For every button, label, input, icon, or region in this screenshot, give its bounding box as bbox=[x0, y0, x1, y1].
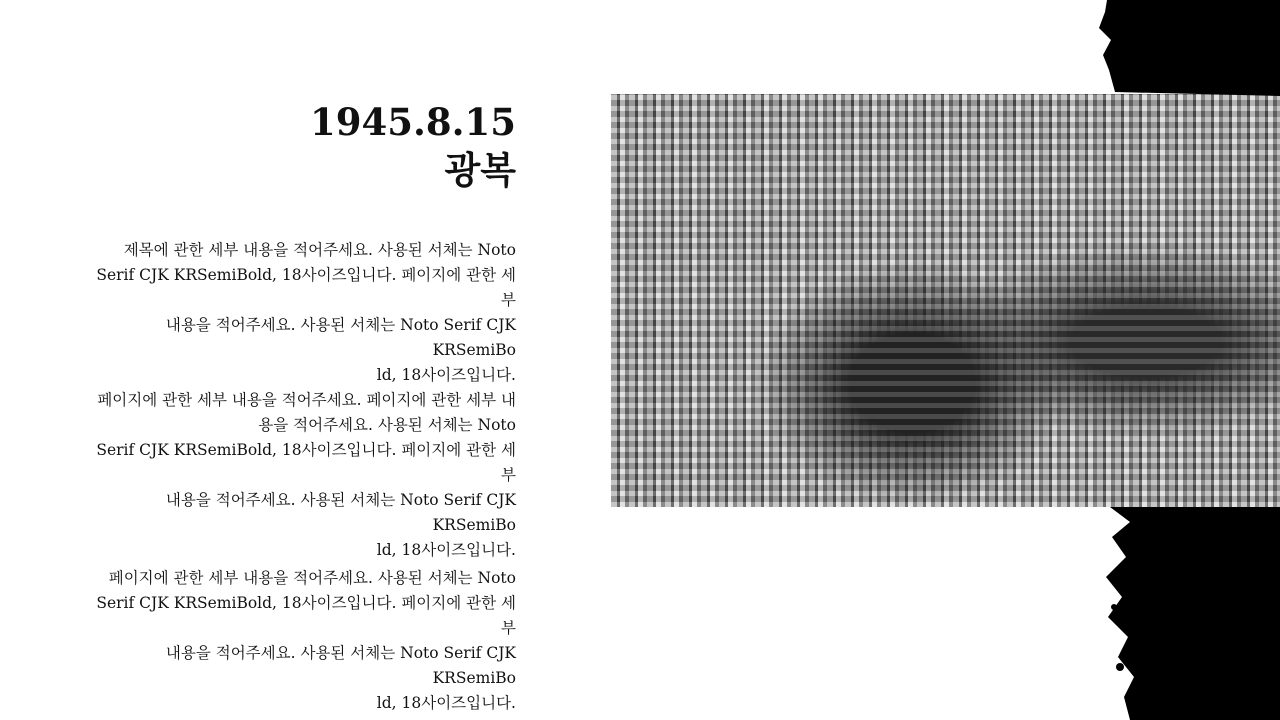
text-line: 내용을 적어주세요. 사용된 서체는 Noto Serif CJK bbox=[165, 316, 516, 334]
text-line: ld, 18사이즈입니다. bbox=[376, 694, 516, 712]
text-line: KRSemiBo bbox=[432, 341, 516, 359]
title-date: 1945.8.15 bbox=[310, 100, 516, 144]
text-line: 페이지에 관한 세부 내용을 적어주세요. 페이지에 관한 세부 내 bbox=[97, 391, 516, 409]
body-text-box-1 bbox=[96, 238, 516, 563]
title-subject: 광복 bbox=[444, 148, 516, 192]
text-line: KRSemiBo bbox=[432, 669, 516, 687]
text-line: ld, 18사이즈입니다. bbox=[376, 366, 516, 384]
text-line: Serif CJK KRSemiBold, 18사이즈입니다. 페이지에 관한 세 bbox=[96, 266, 516, 284]
text-line: 내용을 적어주세요. 사용된 서체는 Noto Serif CJK bbox=[165, 491, 516, 509]
text-line: 용을 적어주세요. 사용된 서체는 Noto bbox=[258, 416, 516, 434]
brush-stroke-bottom bbox=[1100, 507, 1280, 720]
text-line: 내용을 적어주세요. 사용된 서체는 Noto Serif CJK bbox=[165, 644, 516, 662]
text-line: 페이지에 관한 세부 내용을 적어주세요. 사용된 서체는 Noto bbox=[108, 569, 516, 587]
text-line: 부 bbox=[501, 619, 516, 637]
text-line: 부 bbox=[501, 291, 516, 309]
text-line: Serif CJK KRSemiBold, 18사이즈입니다. 페이지에 관한 세 bbox=[96, 594, 516, 612]
brush-stroke-top bbox=[1095, 0, 1280, 96]
slide-title bbox=[310, 98, 516, 194]
text-line: 제목에 관한 세부 내용을 적어주세요. 사용된 서체는 Noto bbox=[123, 241, 516, 259]
text-line: 부 bbox=[501, 466, 516, 484]
text-line: KRSemiBo bbox=[432, 516, 516, 534]
body-text-box-2 bbox=[96, 566, 516, 716]
text-line: Serif CJK KRSemiBold, 18사이즈입니다. 페이지에 관한 세 bbox=[96, 441, 516, 459]
liberation-crowd-photo bbox=[611, 94, 1280, 507]
text-line: ld, 18사이즈입니다. bbox=[376, 541, 516, 559]
